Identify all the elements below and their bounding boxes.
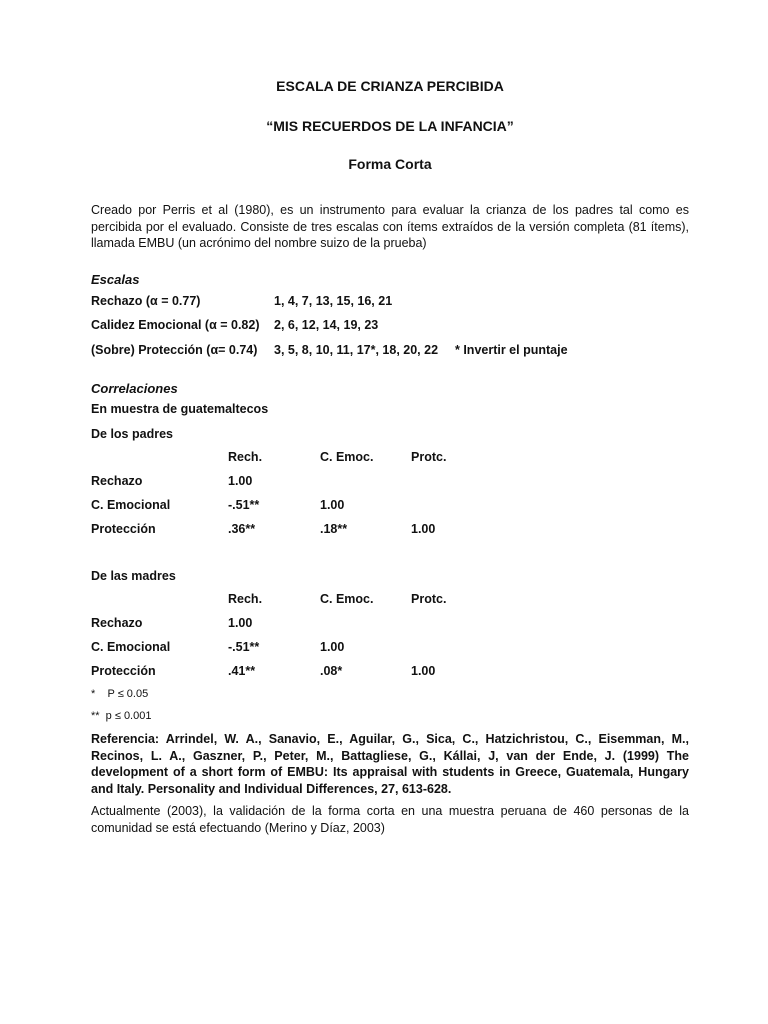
fathers-table-label: De los padres (91, 427, 173, 441)
table-row (91, 498, 689, 516)
table-cell: 1.00 (228, 616, 253, 630)
row-label: C. Emocional (91, 498, 171, 512)
column-header: C. Emoc. (320, 450, 374, 464)
footnote-significance-001: ** p ≤ 0.001 (91, 710, 152, 722)
scale-items: 3, 5, 8, 10, 11, 17*, 18, 20, 22 (274, 343, 439, 357)
footnote-significance-05: * P ≤ 0.05 (91, 688, 149, 700)
column-header: Protc. (411, 450, 447, 464)
table-cell: 1.00 (320, 640, 345, 654)
scale-note: * Invertir el puntaje (455, 343, 568, 357)
scale-name: Calidez Emocional (α = 0.82) (91, 318, 260, 332)
column-header: Protc. (411, 592, 447, 606)
mothers-table-label: De las madres (91, 569, 176, 583)
document-form-label: Forma Corta (348, 156, 432, 172)
table-cell: .36** (228, 522, 256, 536)
sample-label: En muestra de guatemaltecos (91, 402, 269, 416)
scale-items: 1, 4, 7, 13, 15, 16, 21 (274, 294, 393, 308)
document-subtitle: “MIS RECUERDOS DE LA INFANCIA” (266, 118, 514, 134)
table-row (91, 664, 689, 682)
scale-row (91, 294, 689, 312)
reference-paragraph: Referencia: Arrindel, W. A., Sanavio, E., Aguilar, G., Sica, C., Hatzichristou, C., Eisemman, M., Recinos, L. A., Gaszner, P., Peter, M., Battagliese, G., Kállai, J, van der Ende, J. (1999) The development of a short form of EMBU: Its appraisal with students in Greece, Guatemala, Hungary and Italy. Personality and Individual Differences, 27, 613-628. (91, 732, 689, 796)
table-cell: .41** (228, 664, 256, 678)
table-cell: .18** (320, 522, 348, 536)
table-row (91, 640, 689, 658)
column-header: Rech. (228, 450, 263, 464)
row-label: Protección (91, 664, 156, 678)
table-row (91, 616, 689, 634)
scales-heading: Escalas (91, 272, 140, 287)
row-label: Rechazo (91, 616, 143, 630)
scale-name: Rechazo (α = 0.77) (91, 294, 201, 308)
scale-row (91, 343, 689, 361)
column-header: Rech. (228, 592, 263, 606)
row-label: C. Emocional (91, 640, 171, 654)
table-cell: 1.00 (411, 522, 436, 536)
table-cell: -.51** (228, 640, 260, 654)
mothers-table-header (91, 592, 689, 610)
table-cell: .08* (320, 664, 343, 678)
correlations-heading: Correlaciones (91, 381, 178, 396)
column-header: C. Emoc. (320, 592, 374, 606)
scale-items: 2, 6, 12, 14, 19, 23 (274, 318, 379, 332)
table-cell: 1.00 (228, 474, 253, 488)
row-label: Protección (91, 522, 156, 536)
scale-name: (Sobre) Protección (α= 0.74) (91, 343, 258, 357)
document-title: ESCALA DE CRIANZA PERCIBIDA (276, 78, 504, 94)
table-cell: 1.00 (320, 498, 345, 512)
fathers-table-header (91, 450, 689, 468)
intro-paragraph: Creado por Perris et al (1980), es un instrumento para evaluar la crianza de los padres tal como es percibida por el evaluado. Consiste de tres escalas con ítems extraídos de la versión completa (81 ítems), llamada EMBU (un acrónimo del nombre suizo de la prueba) (91, 203, 689, 250)
table-row (91, 474, 689, 492)
scale-row (91, 318, 689, 336)
table-cell: -.51** (228, 498, 260, 512)
table-cell: 1.00 (411, 664, 436, 678)
current-status-paragraph: Actualmente (2003), la validación de la forma corta en una muestra peruana de 460 personas de la comunidad se está efectuando (Merino y Díaz, 2003) (91, 804, 689, 835)
row-label: Rechazo (91, 474, 143, 488)
table-row (91, 522, 689, 540)
